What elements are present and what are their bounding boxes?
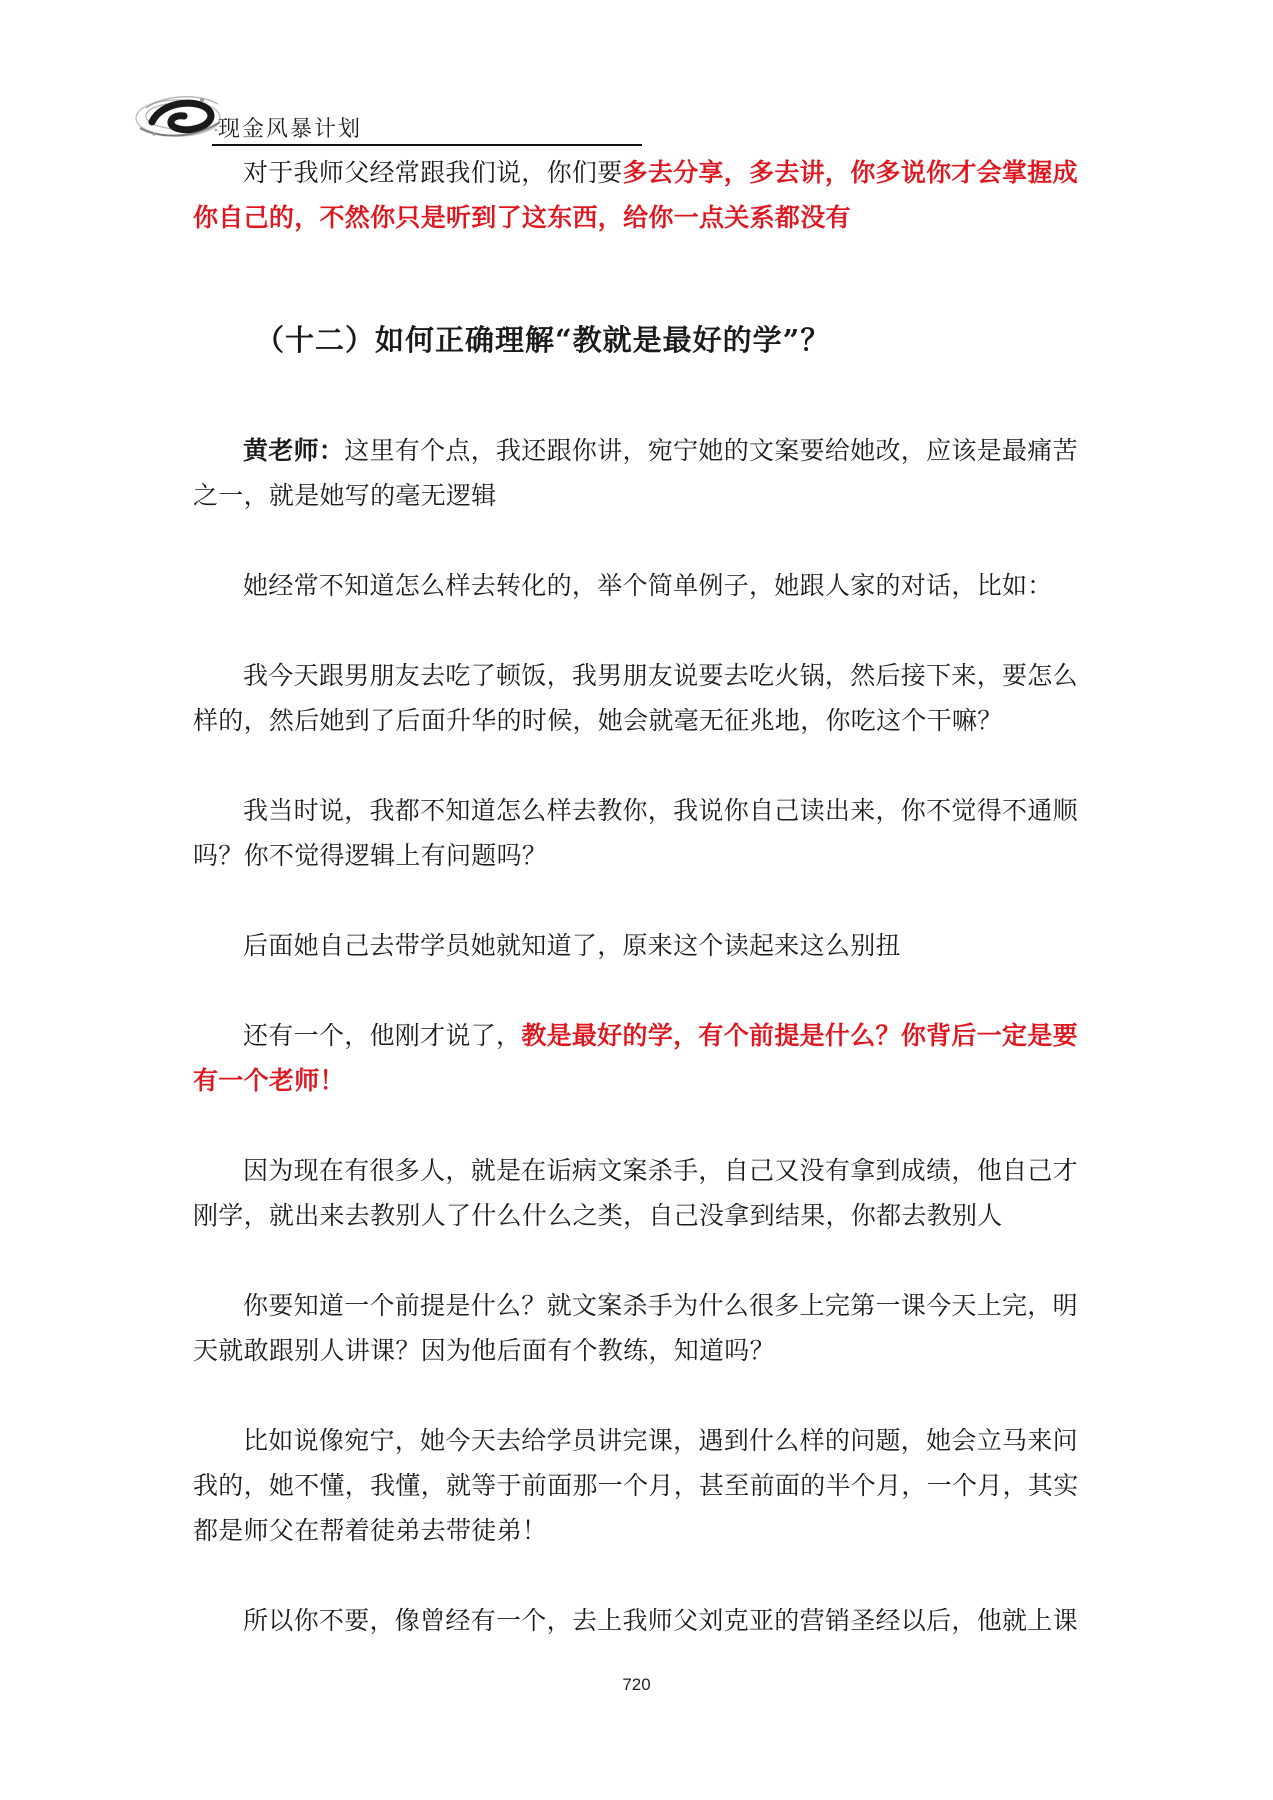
paragraph-2 (193, 563, 1089, 608)
header-title: 现金风暴计划 (218, 117, 363, 142)
page-header (132, 78, 642, 150)
paragraph-1-text: 这里有个点，我还跟你讲，宛宁她的文案要给她改，应该是最痛苦之一，就是她写的毫无逻辑 (193, 436, 1078, 510)
paragraph-1 (193, 428, 1089, 518)
paragraph-6-highlight: 教是最好的学，有个前提是什么？你背后一定是要有一个老师！ (193, 1021, 1078, 1095)
paragraph-8-text: 你要知道一个前提是什么？就文案杀手为什么很多上完第一课今天上完，明天就敢跟别人讲课？因为他后面有个教练，知道吗？ (193, 1291, 1078, 1365)
paragraph-5-text: 后面她自己去带学员她就知道了，原来这个读起来这么别扭 (243, 931, 901, 960)
paragraph-4-text: 我当时说，我都不知道怎么样去教你，我说你自己读出来，你不觉得不通顺吗？你不觉得逻辑上有问题吗？ (193, 796, 1078, 870)
paragraph-9-text: 比如说像宛宁，她今天去给学员讲完课，遇到什么样的问题，她会立马来问我的，她不懂，我懂，就等于前面那一个月，甚至前面的半个月，一个月，其实都是师父在帮着徒弟去带徒弟！ (193, 1426, 1079, 1545)
paragraph-7 (193, 1148, 1089, 1238)
paragraph-10 (193, 1598, 1089, 1643)
paragraph-6-text: 还有一个，他刚才说了， (243, 1021, 522, 1050)
paragraph-8 (193, 1283, 1089, 1373)
speaker-label: 黄老师： (243, 436, 345, 465)
header-divider (212, 144, 642, 146)
section-heading: （十二）如何正确理解“教就是最好的学”？ (255, 323, 831, 357)
body-block (193, 428, 1089, 1643)
intro-text-highlight: 多去分享，多去讲，你多说你才会掌握成你自己的，不然你只是听到了这东西，给你一点关系都没有 (193, 158, 1078, 232)
paragraph-5 (193, 923, 1089, 968)
intro-paragraph (193, 150, 1089, 240)
paragraph-7-text: 因为现在有很多人，就是在诟病文案杀手，自己又没有拿到成绩，他自己才刚学，就出来去教别人了什么什么之类，自己没拿到结果，你都去教别人 (193, 1156, 1078, 1230)
paragraph-3 (193, 653, 1089, 743)
swirl-logo-icon (132, 78, 228, 150)
page-number: 720 (622, 1675, 651, 1694)
paragraph-3-text: 我今天跟男朋友去吃了顿饭，我男朋友说要去吃火锅，然后接下来，要怎么样的，然后她到了后面升华的时候，她会就毫无征兆地，你吃这个干嘛？ (193, 661, 1078, 735)
paragraph-2-text: 她经常不知道怎么样去转化的，举个简单例子，她跟人家的对话，比如： (243, 571, 1053, 600)
intro-text-normal: 对于我师父经常跟我们说，你们要 (243, 158, 623, 187)
intro-block (193, 150, 1089, 240)
paragraph-6 (193, 1013, 1089, 1103)
paragraph-9 (193, 1418, 1089, 1553)
paragraph-4 (193, 788, 1089, 878)
paragraph-10-text: 所以你不要，像曾经有一个，去上我师父刘克亚的营销圣经以后，他就上课 (243, 1606, 1078, 1635)
